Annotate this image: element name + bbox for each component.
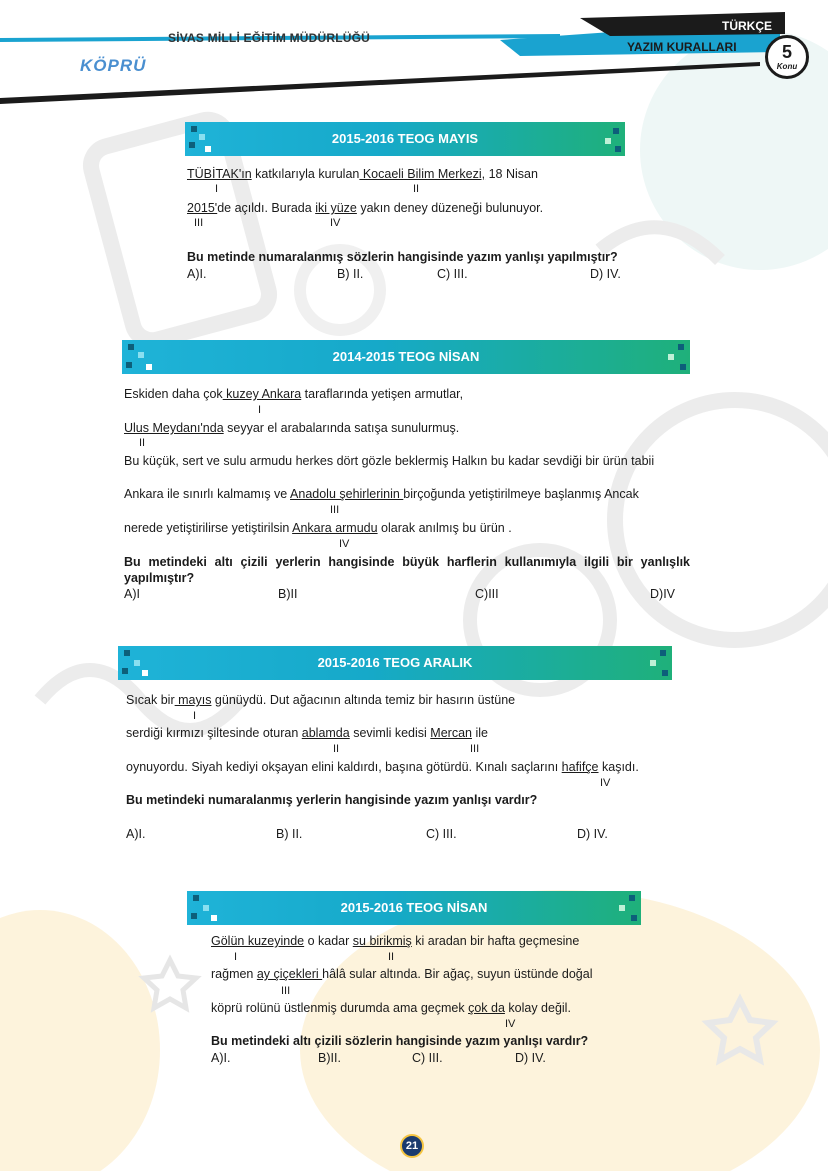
kopru-logo: KÖPRÜ [80, 56, 147, 75]
q3-text-line-1: Sıcak bir mayıs günüydü. Dut ağacının altında temiz bir hasırın üstüne [126, 693, 516, 707]
q4-banner-title: 2015-2016 TEOG NİSAN [340, 900, 488, 915]
q1-option-c[interactable]: C) III. [437, 267, 468, 281]
q1-banner-title: 2015-2016 TEOG MAYIS [331, 131, 479, 146]
page-number: 21 [400, 1134, 424, 1158]
q2-question: Bu metindeki altı çizili yerlerin hangisinde büyük harflerin kullanımıyla ilgili bir yanlışlık yapılmıştır? [124, 555, 690, 585]
q3-question: Bu metindeki numaralanmış yerlerin hangisinde yazım yanlışı vardır? [126, 793, 538, 807]
q3-mark-4: IV [600, 777, 611, 789]
q4-mark-2: II [388, 951, 395, 963]
unit-label: Konu [776, 62, 798, 71]
q4-text-line-1: Gölün kuzeyinde o kadar su birikmiş ki aradan bir hafta geçmesine [211, 934, 580, 948]
q2-text-line-4: Ankara ile sınırlı kalmamış ve Anadolu şehirlerinin birçoğunda yetiştirilmeye başlanmış Ancak [124, 487, 639, 501]
q2-option-d[interactable]: D)IV [650, 587, 675, 601]
q4-mark-1: I [234, 951, 238, 963]
q4-mark-4: IV [505, 1018, 516, 1030]
q4-question: Bu metindeki altı çizili sözlerin hangisinde yazım yanlışı vardır? [211, 1034, 589, 1048]
q1-question: Bu metinde numaralanmış sözlerin hangisinde yazım yanlışı yapılmıştır? [187, 250, 618, 264]
q2-banner [122, 340, 690, 374]
q3-mark-3: III [470, 743, 480, 755]
q1-mark-2: II [413, 183, 420, 195]
q2-option-c[interactable]: C)III [475, 587, 499, 601]
q2-mark-2: II [139, 437, 146, 449]
organization-name: SİVAS MİLLİ EĞİTİM MÜDÜRLÜĞÜ [168, 31, 371, 45]
q4-option-b[interactable]: B)II. [318, 1051, 341, 1065]
q2-banner-title: 2014-2015 TEOG NİSAN [332, 349, 480, 364]
q4-text-line-3: köprü rolünü üstlenmiş durumda ama geçmek çok da kolay değil. [211, 1001, 571, 1015]
q3-banner-title: 2015-2016 TEOG ARALIK [317, 655, 473, 670]
q4-text-line-2: rağmen ay çiçekleri hâlâ sular altında. Bir ağaç, suyun üstünde doğal [211, 967, 593, 981]
q1-mark-3: III [194, 217, 204, 229]
q4-option-c[interactable]: C) III. [412, 1051, 443, 1065]
q3-option-c[interactable]: C) III. [426, 827, 457, 841]
q2-mark-1: I [258, 404, 262, 416]
q2-text-line-5: nerede yetiştirilirse yetiştirilsin Ankara armudu olarak anılmış bu ürün . [124, 521, 512, 535]
q4-option-a[interactable]: A)I. [211, 1051, 231, 1065]
q2-text-line-2: Ulus Meydanı'nda seyyar el arabalarında satışa sunulurmuş. [124, 421, 460, 435]
q3-option-d[interactable]: D) IV. [577, 827, 608, 841]
q1-banner [185, 122, 625, 156]
q2-mark-4: IV [339, 538, 350, 550]
q4-option-d[interactable]: D) IV. [515, 1051, 546, 1065]
q4-mark-3: III [281, 985, 291, 997]
q1-mark-1: I [215, 183, 219, 195]
q1-text-line-1: TÜBİTAK'ın katkılarıyla kurulan Kocaeli Bilim Merkezi, 18 Nisan [187, 167, 538, 181]
q2-mark-3: III [330, 504, 340, 516]
subject-label: TÜRKÇE [722, 19, 772, 33]
q3-mark-1: I [193, 710, 197, 722]
q3-option-b[interactable]: B) II. [276, 827, 303, 841]
topic-label: YAZIM KURALLARI [627, 40, 737, 54]
q1-option-a[interactable]: A)I. [187, 267, 207, 281]
q3-text-line-2: serdiği kırmızı şiltesinde oturan ablamda sevimli kedisi Mercan ile [126, 726, 488, 740]
q3-mark-2: II [333, 743, 340, 755]
q2-text-line-1: Eskiden daha çok kuzey Ankara taraflarında yetişen armutlar, [124, 387, 464, 401]
q4-banner [187, 891, 641, 925]
q2-text-line-3: Bu küçük, sert ve sulu armudu herkes dört gözle beklermiş Halkın bu kadar sevdiği bir ürün tabii [124, 454, 655, 468]
q3-text-line-3: oynuyordu. Siyah kediyi okşayan elini kaldırdı, başına götürdü. Kınalı saçlarını hafifçe kaşıdı. [126, 760, 639, 774]
q1-mark-4: IV [330, 217, 341, 229]
unit-number: 5 [781, 42, 792, 62]
q1-text-line-2: 2015'de açıldı. Burada iki yüze yakın deney düzeneği bulunuyor. [187, 201, 544, 215]
q2-option-b[interactable]: B)II [278, 587, 298, 601]
q1-option-d[interactable]: D) IV. [590, 267, 621, 281]
q1-option-b[interactable]: B) II. [337, 267, 364, 281]
q3-banner [118, 646, 672, 680]
q3-option-a[interactable]: A)I. [126, 827, 146, 841]
q2-option-a[interactable]: A)I [124, 587, 140, 601]
unit-badge [765, 35, 809, 79]
